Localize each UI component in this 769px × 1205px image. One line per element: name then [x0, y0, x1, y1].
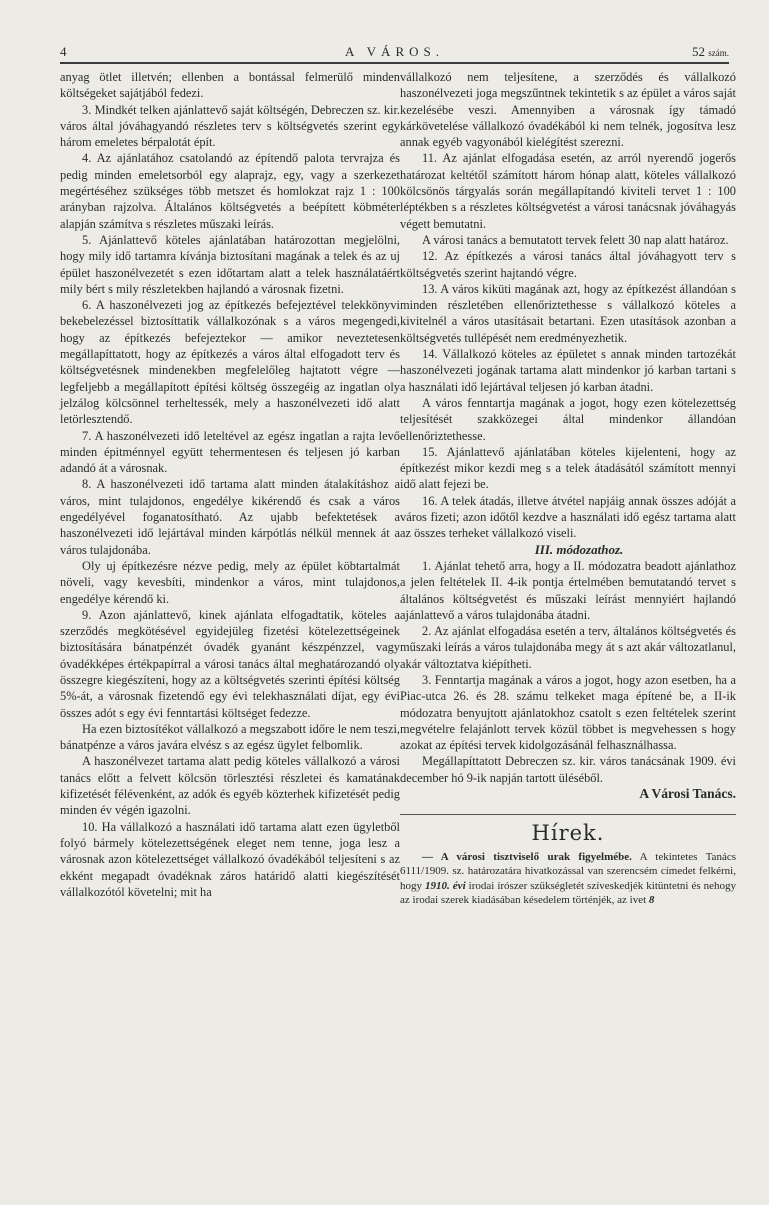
page-reference: 8 [648, 894, 655, 907]
news-item [400, 850, 736, 908]
paragraph: 3. Fenntartja magának a város a jogot, hogy azon esetben, ha a Piac-utca 26. és 28. számu telkeket maga építené be, a II-ik módozatra benyujtott ajánlatokhoz csatolt s ezen feltételek szerint megvételre felajánlott tervek közül többet is megvehessen s hogy azokat az építési tervek kidolgozásánál felhasználhassa. [400, 672, 736, 753]
paragraph: A haszonélvezet tartama alatt pedig köteles vállalkozó a városi tanács előtt a felvett kölcsön törlesztési részletei és kamatának kifizetését félévenként, az adók és egyéb közterhek kifizetését pedig minden év végén igazolni. [60, 754, 400, 818]
page-number: 4 [60, 44, 69, 59]
paragraph: 4. Az ajánlatához csatolandó az építendő palota tervrajza és pedig minden emeletsorból egy alaprajz, egy, vagy a szerkezet megértéséhez szükséges több metszet és homlokzat rajz 1 : 100 arányban rajzolva. Általános költségvetés a beépített köbméter alapján számítva s részletes műszaki leírás. [60, 151, 400, 231]
paragraph: 11. Az ajánlat elfogadása esetén, az arról nyerendő jogerős határozat keltétől számított három hónap alatt, köteles vállalkozó kölcsönös tárgyalás során megállapítandó kiviteli tervet 1 : 100 léptékben s a részletes költségvetést a városi tanácsnak jóváhagyás végett bemutatni. [400, 151, 736, 231]
paragraph: 10. Ha vállalkozó a használati idő tartama alatt ezen ügyletből folyó bármely kötelezettségének eleget nem tenne, joga lesz a városnak azon kötelezettséget vállalkozó óvadékából teljesíteni s az ekként megapadt óvadéknak záros határidő alatti kiegészítését vállalkozótól követelni; mit ha [60, 819, 400, 899]
paragraph: 16. A telek átadás, illetve átvétel napjáig annak összes adóját a város fizeti; azon időtől kezdve a használati idő egész tartama alatt az összes terheket vállalkozó viseli. [400, 493, 736, 541]
paragraph: 2. Az ajánlat elfogadása esetén a terv, általános költségvetés és műszaki leírás a város tulajdonába megy át s azt akár változatlanul, akár változtatva kiépítheti. [400, 624, 736, 671]
journal-title: A VÁROS. [344, 44, 444, 59]
page-header [60, 44, 729, 64]
paragraph: 13. A város kiküti magának azt, hogy az építkezést állandóan s minden részletében ellenőriztethesse s vállalkozó köteles a kivitelnél a város utasításait betartani. Ezen utasítások azonban a költségvetés tullépését nem eredményezhetik. [400, 281, 736, 345]
section-heading: III. módozathoz. [534, 541, 624, 557]
left-column [60, 69, 400, 900]
paragraph: 14. Vállalkozó köteles az épületet s annak minden tartozékát haszonélvezeti jogának tartama alatt mindenkor jó karban tartani s a használati idő lejártával teljesen jó karban átadni. [400, 347, 736, 394]
right-column [400, 69, 736, 908]
paragraph: 8. A haszonélvezeti idő tartama alatt minden átalakításhoz a város, mint tulajdonos, engedélye kikérendő és csak a város engedélyével foganatosítható. Az ujabb befektetések a haszonélvezeti idő lejártával minden kárpótlás nélkül mennek át a város tulajdonába. [60, 477, 400, 557]
paragraph: anyag ötlet illetvén; ellenben a bontással felmerülő minden költségeket sajátjából fedezi. [60, 70, 400, 101]
issue-number-value: 52 [692, 44, 705, 59]
paragraph: 3. Mindkét telken ajánlattevő saját költségén, Debreczen sz. kir. város által jóváhagyandó részletes terv s költségvetés szerint egy három emeletes bérpalotát épít. [60, 102, 400, 150]
paragraph: Ha ezen biztosítékot vállalkozó a megszabott időre le nem teszi, bánatpénze a város javára elvész s az egész ügylet felbomlik. [60, 721, 400, 753]
paragraph: 12. Az építkezés a városi tanács által jóváhagyott terv s költségvetés szerint hajtandó végre. [400, 249, 736, 280]
paragraph: 15. Ajánlattevő ajánlatában köteles kijelenteni, hogy az építkezést mikor kezdi meg s a telek átadásától számított mennyi idő alatt fejezi be. [400, 444, 736, 492]
news-text: A tekintetes Tanács 6111/1909. sz. határozatára hivatkozással van szerencsém címedet felkérni, hogy [400, 850, 736, 892]
issue-number [692, 44, 729, 60]
news-title: Hírek. [531, 821, 605, 846]
paragraph: A város fenntartja magának a jogot, hogy ezen kötelezettség teljesítését szakközegei által mindenkor állandóan ellenőriztethesse. [400, 395, 736, 443]
news-year: 1910. évi [425, 879, 466, 892]
paragraph: 1. Ajánlat tehető arra, hogy a II. módozatra beadott ajánlathoz a jelen feltételek II. 4-ik pontja értelmében bemutatandó tervet s általános költségvetést és műszaki leírást mennyiért hajlandó ajánlattevő a város tulajdonába átadni. [400, 558, 736, 622]
signature: A Városi Tanács. [639, 786, 736, 802]
paragraph: Oly uj építkezésre nézve pedig, mely az épület köbtartalmát növeli, vagy kevesbíti, mindenkor a város, mint tulajdonos, engedélye kérendő ki. [60, 558, 400, 606]
section-divider [400, 814, 736, 815]
closing-note: Megállapíttatott Debreczen sz. kir. város tanácsának 1909. évi december hó 9-ik napján tartott üléséből. [400, 754, 736, 785]
paragraph: 9. Azon ajánlattevő, kinek ajánlata elfogadtatik, köteles a szerződés megkötésével egyidejüleg fizetési kötelezettségeinek biztosítására bánatpénzét óvadék gyanánt készpénzzel, vagy óvadékképes értékpapírral a városi tanács által meghatározandó oly összegre kiegészíteni, hogy az a költségvetés szerinti építési költség 5%-át, a városnak fizetendő egy évi telekhasználati díjat, egy évi összes adót s egy évi fenntartási költséget fedezze. [60, 607, 400, 720]
issue-suffix: szám. [708, 48, 729, 58]
news-text-continued: irodai írószer szükségletét szíveskedjék kitüntetni és nehogy az irodai szerek kiadásában késedelem történjék, az ivet [400, 879, 737, 907]
paragraph: A városi tanács a bemutatott tervek felett 30 nap alatt határoz. [422, 232, 729, 247]
paragraph: 6. A haszonélvezeti jog az építkezés befejeztével telekkönyvi bekebelezéssel biztosíttatik vállalkozónak s a város megengedi, hogy az építkezés befejeztekor — amikor neveztetesen megállapíttatott, hogy az építkezés a város által elfogadott terv és költségvetésnek mindenekben megfelelőleg hajtatott végre — legfeljebb a megállapított építési költség összegéig az ingatlan oly jelzálog kölcsönnel terheltessék, mely a haszonélvezeti idő alatt letörlesztendő. [60, 298, 400, 427]
paragraph: 7. A haszonélvezeti idő leteltével az egész ingatlan a rajta levő minden épitménnyel együtt tehermentesen és teljesen jó karban adandó át a városnak. [60, 428, 400, 476]
paragraph: vállalkozó nem teljesítene, a szerződés és vállalkozó haszonélvezeti joga megszűntnek tekintetik s az épület a város saját kezelésébe veszi. Amennyiben a városnak így támadó kárkövetelése vállalkozó óvadékából ki nem telnék, jogosítva lesz annak egyéb vagyonából kielégítést szerezni. [400, 70, 736, 150]
news-headline: — A városi tisztviselő urak figyelmébe. [422, 850, 632, 863]
paragraph: 5. Ajánlattevő köteles ajánlatában határozottan megjelölni, hogy mily idő tartamra kívánja biztosítani magának a telek és az uj épület haszonélvezetét s ezen időtartam alatt a telek használatáért mily bért s mily részletekben hajlandó a városnak fizetni. [60, 232, 400, 296]
